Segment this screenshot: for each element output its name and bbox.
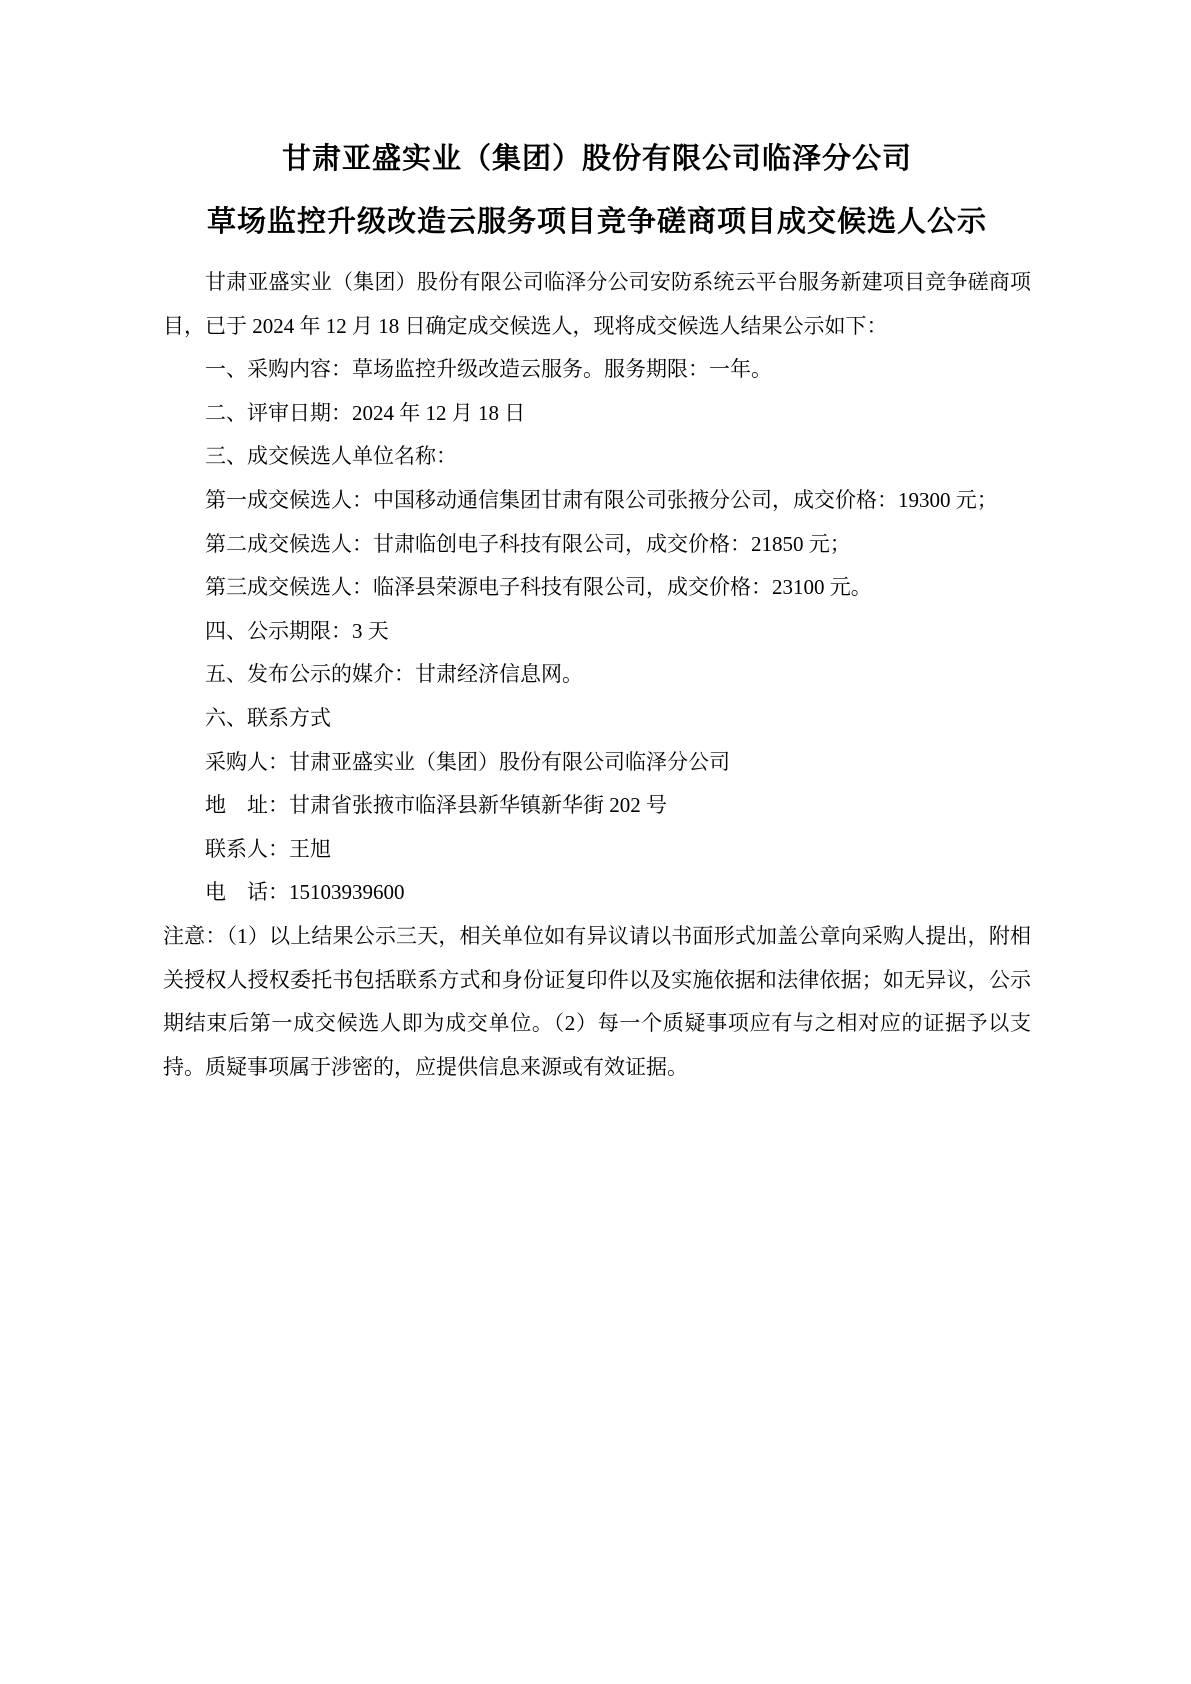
- notice-paragraph: 注意：（1）以上结果公示三天，相关单位如有异议请以书面形式加盖公章向采购人提出，附相关授权人授权委托书包括联系方式和身份证复印件以及实施依据和法律依据；如无异议，公示期结束后第一成交候选人即为成交单位。（2）每一个质疑事项应有与之相对应的证据予以支持。质疑事项属于涉密的，应提供信息来源或有效证据。: [163, 923, 1031, 1079]
- item-publicity-period: 四、公示期限：3 天: [205, 618, 389, 643]
- doc-subtitle: 草场监控升级改造云服务项目竞争磋商项目成交候选人公示: [206, 206, 987, 238]
- item-purchase-content: 一、采购内容：草场监控升级改造云服务。服务期限：一年。: [205, 357, 772, 382]
- item-candidate-section-heading: 三、成交候选人单位名称：: [205, 444, 457, 469]
- intro-paragraph: 甘肃亚盛实业（集团）股份有限公司临泽分公司安防系统云平台服务新建项目竞争磋商项目，已于 2024 年 12 月 18 日确定成交候选人，现将成交候选人结果公示如下：: [163, 270, 1031, 338]
- item-purchaser: 采购人：甘肃亚盛实业（集团）股份有限公司临泽分公司: [205, 749, 730, 774]
- item-candidate-3: 第三成交候选人：临泽县荣源电子科技有限公司，成交价格：23100 元。: [205, 575, 872, 600]
- item-contact-person: 联系人：王旭: [205, 836, 331, 861]
- doc-title: 甘肃亚盛实业（集团）股份有限公司临泽分公司: [281, 143, 912, 175]
- document-body: [163, 261, 1031, 1089]
- item-review-date: 二、评审日期：2024 年 12 月 18 日: [205, 400, 526, 425]
- item-candidate-1: 第一成交候选人：中国移动通信集团甘肃有限公司张掖分公司，成交价格：19300 元；: [205, 487, 998, 512]
- item-phone: 电 话：15103939600: [205, 880, 405, 905]
- item-candidate-2: 第二成交候选人：甘肃临创电子科技有限公司，成交价格：21850 元；: [205, 531, 851, 556]
- document-content: [163, 0, 1031, 1089]
- item-publish-medium: 五、发布公示的媒介：甘肃经济信息网。: [205, 662, 583, 687]
- item-address: 地 址：甘肃省张掖市临泽县新华镇新华街 202 号: [205, 793, 667, 818]
- item-contact-heading: 六、联系方式: [205, 705, 331, 730]
